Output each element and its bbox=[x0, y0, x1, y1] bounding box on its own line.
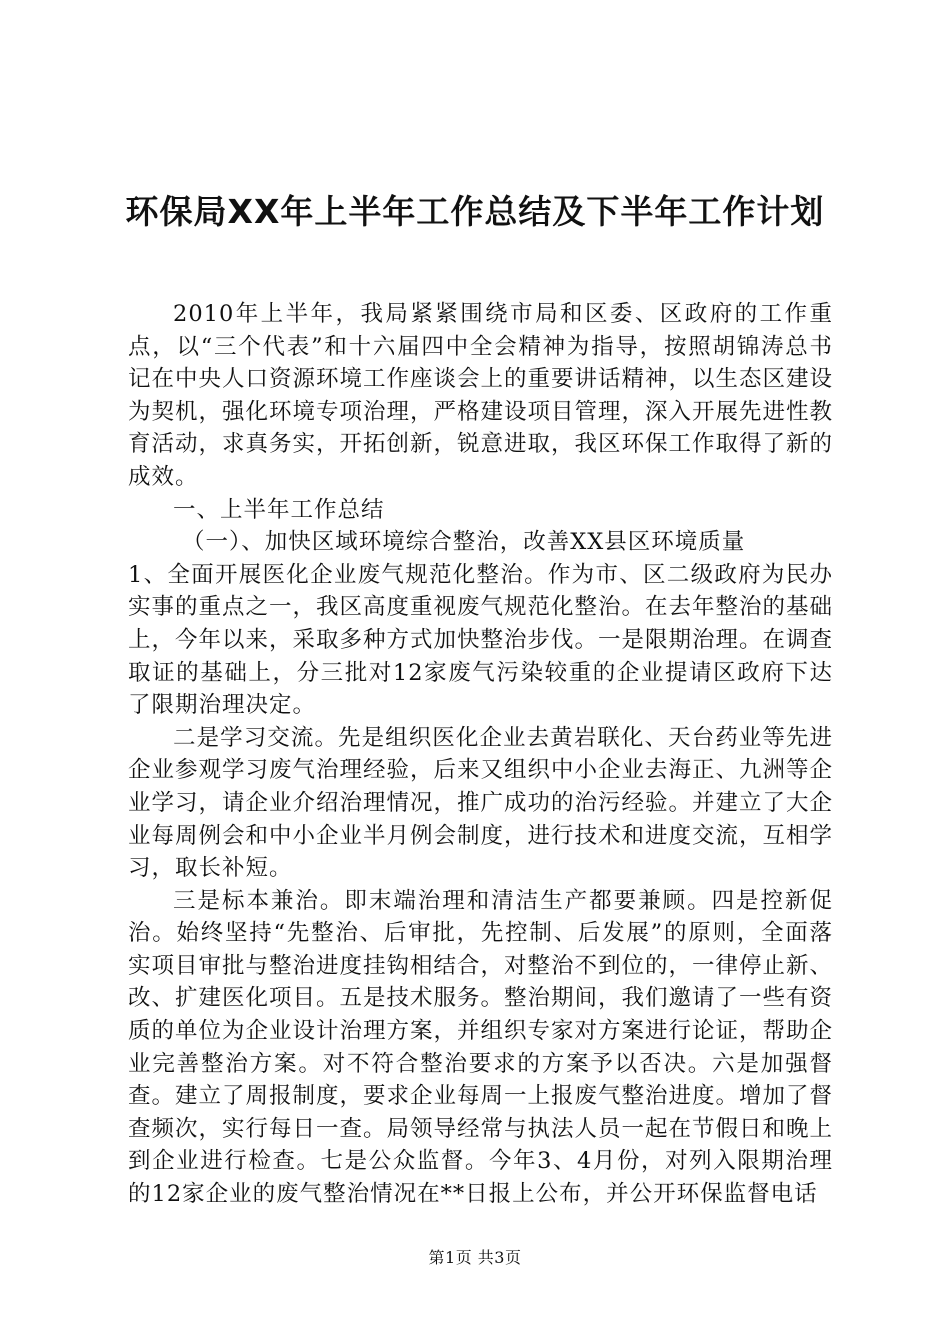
document-title: 环保局XX年上半年工作总结及下半年工作计划 bbox=[125, 192, 825, 231]
paragraph-item-2: 二是学习交流。先是组织医化企业去黄岩联化、天台药业等先进企业参观学习废气治理经验，后来又组织中小企业去海正、九洲等企业学习，请企业介绍治理情况，推广成功的治污经验。并建立了大企业每周例会和中小企业半月例会制度，进行技术和进度交流，互相学习，取长补短。 bbox=[128, 724, 834, 882]
paragraph-intro: 2010年上半年，我局紧紧围绕市局和区委、区政府的工作重点，以“三个代表”和十六届四中全会精神为指导，按照胡锦涛总书记在中央人口资源环境工作座谈会上的重要讲话精神，以生态区建设为契机，强化环境专项治理，严格建设项目管理，深入开展先进性教育活动，求真务实，开拓创新，锐意进取，我区环保工作取得了新的成效。 bbox=[128, 301, 834, 490]
page-footer: 第1页 共3页 bbox=[428, 1248, 522, 1267]
paragraph-item-1: 1、全面开展医化企业废气规范化整治。作为市、区二级政府为民办实事的重点之一，我区高度重视废气规范化整治。在去年整治的基础上，今年以来，采取多种方式加快整治步伐。一是限期治理。在调查取证的基础上，分三批对12家废气污染较重的企业提请区政府下达了限期治理决定。 bbox=[128, 561, 834, 719]
document-body bbox=[128, 298, 833, 1211]
subsection-heading-1: （一）、加快区域环境综合整治，改善XX县区环境质量 bbox=[182, 529, 746, 556]
section-heading-1: 一、上半年工作总结 bbox=[173, 496, 385, 523]
paragraph-item-3: 三是标本兼治。即末端治理和清洁生产都要兼顾。四是控新促治。始终坚持“先整治、后审批，先控制、后发展”的原则，全面落实项目审批与整治进度挂钩相结合，对整治不到位的，一律停止新、改、扩建医化项目。五是技术服务。整治期间，我们邀请了一些有资质的单位为企业设计治理方案，并组织专家对方案进行论证，帮助企业完善整治方案。对不符合整治要求的方案予以否决。六是加强督查。建立了周报制度，要求企业每周一上报废气整治进度。增加了督查频次，实行每日一查。局领导经常与执法人员一起在节假日和晚上到企业进行检查。七是公众监督。今年3、4月份，对列入限期治理的12家企业的废气整治情况在**日报上公布，并公开环保监督电话 bbox=[128, 887, 834, 1208]
